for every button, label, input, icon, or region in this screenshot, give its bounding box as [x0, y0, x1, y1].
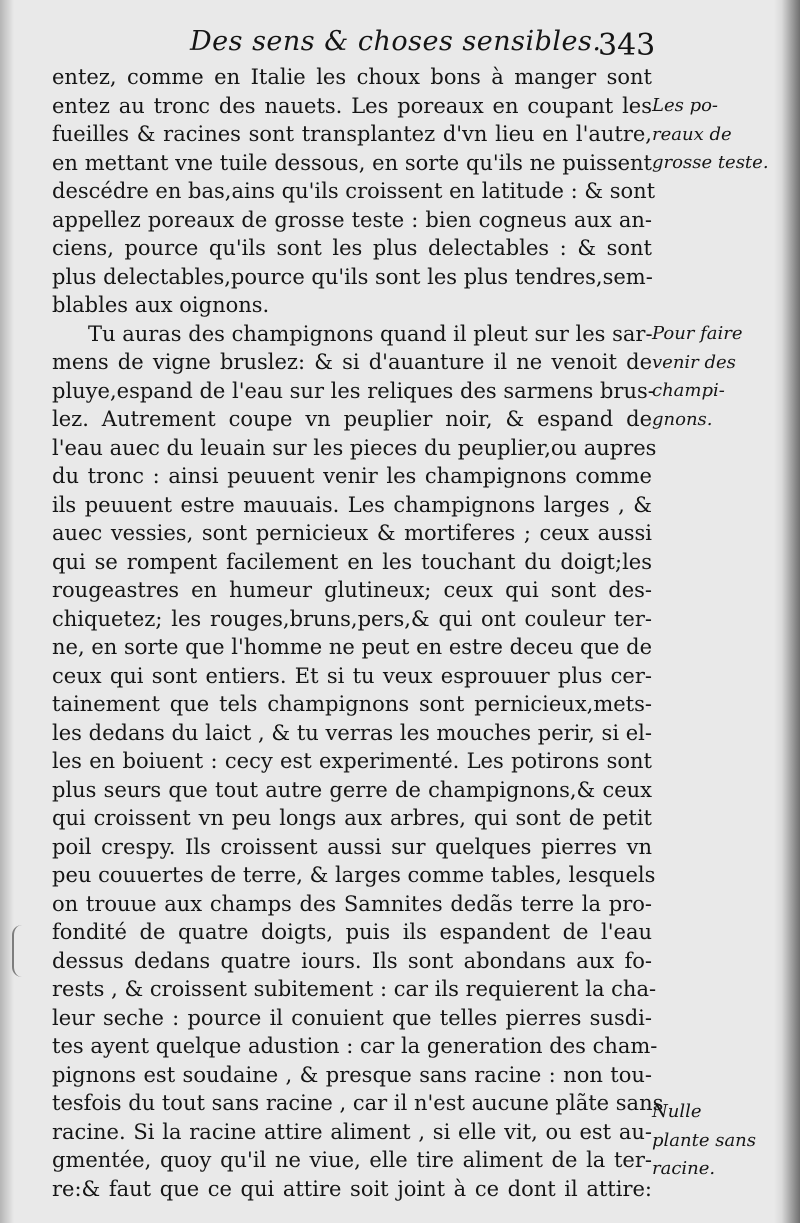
margin-note-line: Les po-: [652, 95, 719, 116]
margin-note-line: plante sans: [652, 1129, 757, 1151]
running-title: Des sens & choses sensibles.: [190, 26, 602, 57]
body-text: [52, 63, 664, 1203]
text-line: peu couuertes de terre, & larges comme tables, lesquels: [52, 863, 656, 887]
text-line: blables aux oignons.: [52, 293, 270, 317]
text-line: ceux qui sont entiers. Et si tu veux esprouuer plus cer-: [52, 663, 652, 688]
margin-note-champignons: [652, 320, 782, 434]
binding-mark: [12, 925, 28, 977]
text-line: on trouue aux champs des Samnites dedãs terre la pro-: [52, 891, 652, 916]
text-line: en mettant vne tuile dessous, en sorte qu'ils ne puissent: [52, 150, 652, 175]
text-line: chiquetez; les rouges,bruns,pers,& qui ont couleur ter-: [52, 606, 652, 631]
text-line: dessus dedans quatre iours. Ils sont abondans aux fo-: [52, 948, 652, 973]
text-line: leur seche : pource il conuient que telles pierres susdi-: [52, 1005, 652, 1030]
text-line: racine. Si la racine attire aliment , si elle vit, ou est au-: [52, 1119, 652, 1144]
text-line: l'eau auec du leuain sur les pieces du peuplier,ou aupres: [52, 435, 657, 460]
text-line: rests , & croissent subitement : car ils requierent la cha-: [52, 977, 657, 1001]
text-line: mens de vigne bruslez: & si d'auanture il ne venoit de: [52, 350, 652, 374]
text-line: rougeastres en humeur glutineux; ceux qui sont des-: [52, 578, 652, 602]
text-line: ciens, pource qu'ils sont les plus delectables : & sont: [52, 236, 652, 260]
margin-note-line: venir des: [652, 351, 736, 373]
page-number: 343: [598, 28, 656, 63]
margin-note-line: Pour faire: [652, 323, 743, 344]
text-line: les dedans du laict , & tu verras les mouches perir, si el-: [52, 720, 652, 745]
margin-note-poreaux: [652, 92, 782, 178]
text-line: plus seurs que tout autre gerre de champignons,& ceux: [52, 777, 652, 802]
text-line: gmentée, quoy qu'il ne viue, elle tire aliment de la ter-: [52, 1148, 652, 1172]
text-line: tes ayent quelque adustion : car la generation des cham-: [52, 1034, 658, 1058]
text-line: qui croissent vn peu longs aux arbres, qui sont de petit: [52, 806, 652, 830]
text-line: plus delectables,pource qu'ils sont les plus tendres,sem-: [52, 264, 653, 289]
margin-note-line: racine.: [652, 1158, 716, 1179]
text-line: appellez poreaux de grosse teste : bien cogneus aux an-: [52, 207, 652, 232]
text-line: poil crespy. Ils croissent aussi sur quelques pierres vn: [52, 834, 652, 859]
text-line: fueilles & racines sont transplantez d'vn lieu en l'autre,: [52, 122, 652, 146]
text-line: pignons est soudaine , & presque sans racine : non tou-: [52, 1062, 652, 1087]
text-line: descédre en bas,ains qu'ils croissent en latitude : & sont: [52, 179, 656, 203]
text-line: ils peuuent estre mauuais. Les champignons larges , &: [52, 492, 652, 517]
text-line: tesfois du tout sans racine , car il n'est aucune plãte sans: [52, 1091, 664, 1115]
text-line: auec vessies, sont pernicieux & mortiferes ; ceux aussi: [52, 521, 652, 545]
text-line: qui se rompent facilement en les touchant du doigt;les: [52, 549, 652, 574]
text-line: entez, comme en Italie les choux bons à manger sont: [52, 65, 652, 89]
margin-note-line: gnons.: [652, 408, 713, 430]
text-line: les en boiuent : cecy est experimenté. Les potirons sont: [52, 749, 652, 773]
text-line: du tronc : ainsi peuuent venir les champignons comme: [52, 464, 652, 488]
margin-note-line: grosse teste.: [652, 152, 769, 173]
margin-note-racine: [652, 1098, 782, 1184]
text-line: tainement que tels champignons sont pernicieux,mets-: [52, 692, 652, 716]
text-line: ne, en sorte que l'homme ne peut en estre deceu que de: [52, 635, 652, 659]
text-line: lez. Autrement coupe vn peuplier noir, & espand de: [52, 407, 652, 431]
margin-note-line: reaux de: [652, 123, 732, 145]
margin-note-line: Nulle: [652, 1101, 702, 1122]
margin-note-line: champi-: [652, 380, 725, 401]
text-line: entez au tronc des nauets. Les poreaux en coupant les: [52, 93, 652, 118]
paragraph-start-line: Tu auras des champignons quand il pleut sur les sar-: [88, 321, 653, 346]
text-line: fondité de quatre doigts, puis ils espandent de l'eau: [52, 920, 652, 944]
text-line: re:& faut que ce qui attire soit joint à ce dont il attire:: [52, 1176, 652, 1201]
text-line: pluye,espand de l'eau sur les reliques des sarmens brus-: [52, 378, 655, 403]
